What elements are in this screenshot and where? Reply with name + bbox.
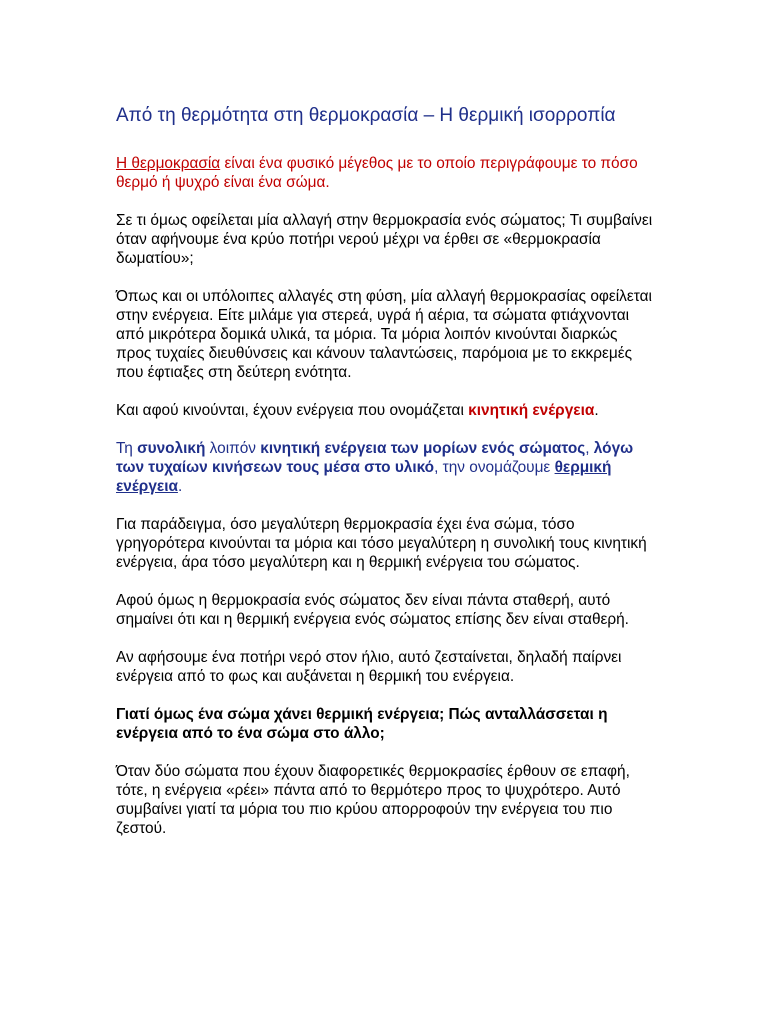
paragraph-example: Για παράδειγμα, όσο μεγαλύτερη θερμοκρασία έχει ένα σώμα, τόσο γρηγορότερα κινούνται τα μόρια και τόσο μεγαλύτερη η συνολική τους κινητική ενέργεια, άρα τόσο μεγαλύτερη και η θερμική ενέργεια του σώματος. bbox=[116, 516, 647, 571]
thermal-s1: Τη bbox=[116, 440, 138, 457]
paragraph-definition bbox=[116, 154, 656, 192]
document-body bbox=[116, 104, 656, 857]
paragraph-sun: Αν αφήσουμε ένα ποτήρι νερό στον ήλιο, αυτό ζεσταίνεται, δηλαδή παίρνει ενέργεια από το φως και αυξάνεται η θερμική του ενέργεια. bbox=[116, 649, 622, 685]
page-title: Από τη θερμότητα στη θερμοκρασία – Η θερμική ισορροπία bbox=[116, 105, 616, 126]
kinetic-energy-term: κινητική ενέργεια bbox=[468, 402, 595, 419]
thermal-s5: . bbox=[177, 478, 183, 495]
paragraph-not-constant: Αφού όμως η θερμοκρασία ενός σώματος δεν είναι πάντα σταθερή, αυτό σημαίνει ότι και η θερμική ενέργεια ενός σώματος επίσης δεν είναι σταθερή. bbox=[116, 592, 629, 628]
paragraph-heading-question: Γιατί όμως ένα σώμα χάνει θερμική ενέργεια; Πώς ανταλλάσσεται η ενέργεια από το ένα σώμα στο άλλο; bbox=[116, 706, 608, 742]
thermal-b1: συνολική bbox=[137, 440, 206, 457]
thermal-energy-link[interactable]: θερμική ενέργεια bbox=[116, 459, 612, 495]
thermal-s2: λοιπόν bbox=[205, 440, 261, 457]
paragraph-contact: Όταν δύο σώματα που έχουν διαφορετικές θερμοκρασίες έρθουν σε επαφή, τότε, η ενέργεια «ρέει» πάντα από το θερμότερο προς το ψυχρότερο. Αυτό συμβαίνει γιατί τα μόρια του πιο κρύου απορροφούν την ενέργεια του πιο ζεστού. bbox=[116, 763, 630, 837]
paragraph-kinetic bbox=[116, 401, 656, 420]
thermal-s3: , bbox=[585, 440, 594, 457]
thermal-b2: κινητική ενέργεια των μορίων ενός σώματος bbox=[260, 440, 586, 457]
temperature-link[interactable]: Η θερμοκρασία bbox=[116, 155, 221, 172]
thermal-s4: , την ονομάζουμε bbox=[434, 459, 555, 476]
paragraph-question: Σε τι όμως οφείλεται μία αλλαγή στην θερμοκρασία ενός σώματος; Τι συμβαίνει όταν αφήνουμε ένα κρύο ποτήρι νερού μέχρι να έρθει σε «θερμοκρασία δωματίου»; bbox=[116, 212, 653, 267]
kinetic-text: Και αφού κινούνται, έχουν ενέργεια που ονομάζεται bbox=[116, 402, 469, 419]
paragraph-thermal-definition bbox=[116, 439, 656, 496]
definition-text: είναι ένα φυσικό μέγεθος με το οποίο περιγράφουμε το πόσο θερμό ή ψυχρό είναι ένα σώμα. bbox=[116, 155, 638, 191]
thermal-b3: λόγω των τυχαίων κινήσεων τους μέσα στο υλικό bbox=[116, 440, 634, 476]
kinetic-end: . bbox=[594, 402, 599, 419]
paragraph-molecules: Όπως και οι υπόλοιπες αλλαγές στη φύση, μία αλλαγή θερμοκρασίας οφείλεται στην ενέργεια. Είτε μιλάμε για στερεά, υγρά ή αέρια, τα σώματα φτιάχνονται από μικρότερα δομικά υλικά, τα μόρια. Τα μόρια λοιπόν κινούνται διαρκώς προς τυχαίες διευθύνσεις και κάνουν ταλαντώσεις, παρόμοια με το εκκρεμές που έφτιαξες στη δεύτερη ενότητα. bbox=[116, 288, 652, 381]
